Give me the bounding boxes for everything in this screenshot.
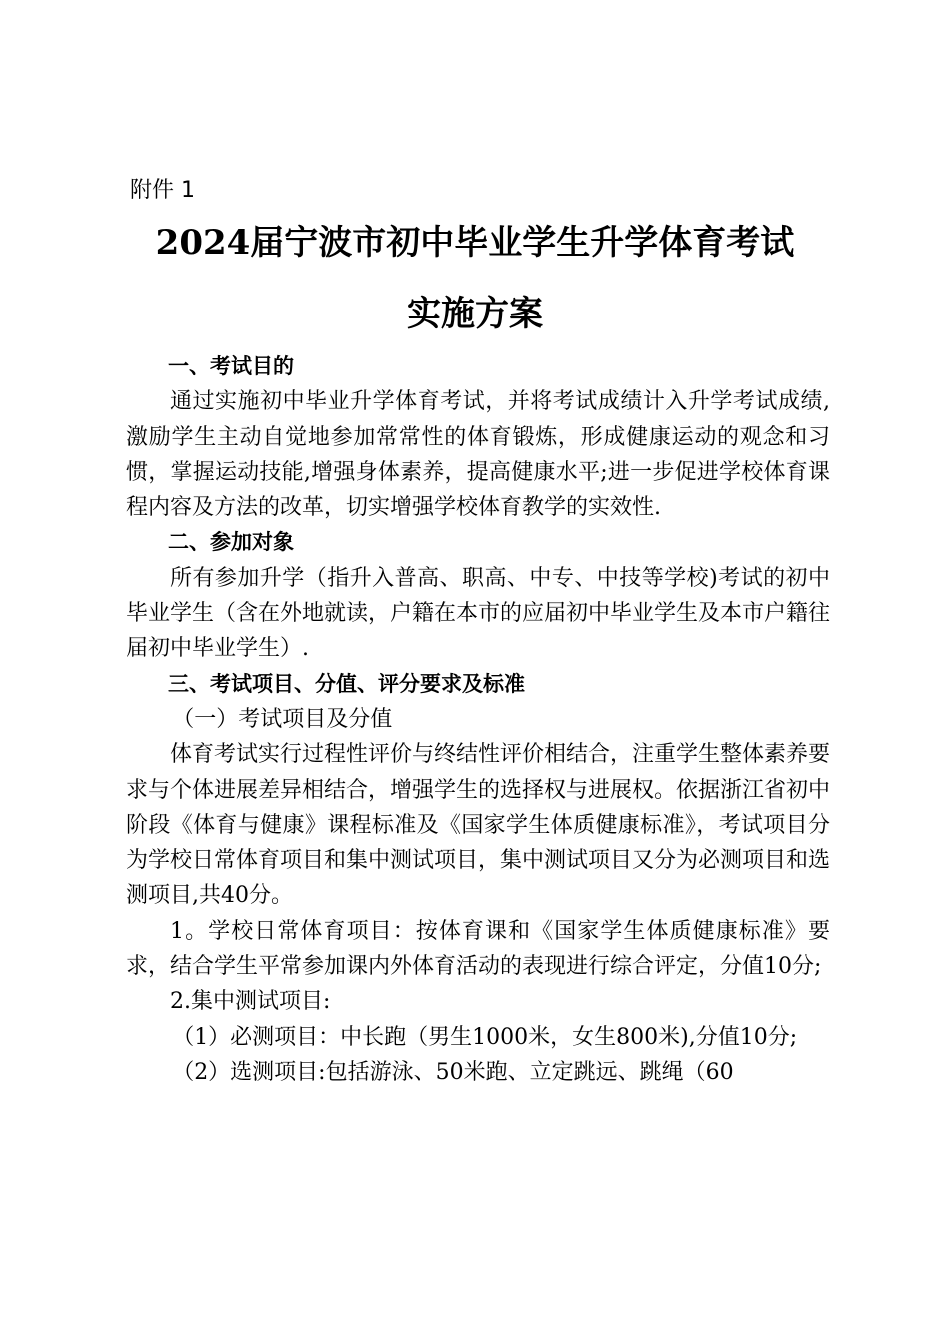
paragraph-participants: 所有参加升学（指升入普高、职高、中专、中技等学校)考试的初中毕业学生（含在外地就读，户籍在本市的应届初中毕业学生及本市户籍往届初中毕业学生）. (126, 565, 831, 662)
paragraph-centralized-items: 2.集中测试项目: (170, 989, 331, 1015)
document-title-line-1: 2024届宁波市初中毕业学生升学体育考试 (155, 223, 795, 263)
document-title-line-2: 实施方案 (407, 294, 543, 334)
section-heading-participants: 二、参加对象 (168, 530, 294, 555)
paragraph-items-overview: 体育考试实行过程性评价与终结性评价相结合，注重学生整体素养要求与个体进展差异相结合，增强学生的选择权与进展权。依据浙江省初中阶段《体育与健康》课程标准及《国家学生体质健康标准》，考试项目分为学校日常体育项目和集中测试项目，集中测试项目又分为必测项目和选测项目,共40分。 (126, 742, 831, 909)
paragraph-daily-items: 1。学校日常体育项目：按体育课和《国家学生体质健康标准》要求，结合学生平常参加课内外体育活动的表现进行综合评定，分值10分; (126, 918, 830, 980)
paragraph-required-items: （1）必测项目：中长跑（男生1000米，女生800米),分值10分; (172, 1024, 798, 1050)
section-heading-items: 三、考试项目、分值、评分要求及标准 (168, 671, 525, 696)
section-heading-purpose: 一、考试目的 (168, 354, 294, 378)
attachment-label: 附件 1 (130, 178, 195, 203)
document-body (126, 349, 830, 1090)
paragraph-purpose: 通过实施初中毕业升学体育考试，并将考试成绩计入升学考试成绩,激励学生主动自觉地参加常常性的体育锻炼，形成健康运动的观念和习惯，掌握运动技能,增强身体素养，提高健康水平;进一步促进学校体育课程内容及方法的改革，切实增强学校体育教学的实效性. (126, 389, 830, 521)
paragraph-optional-items: （2）选测项目:包括游泳、50米跑、立定跳远、跳绳（60 (172, 1059, 734, 1085)
subsection-heading-items-scores: （一）考试项目及分值 (172, 706, 393, 732)
